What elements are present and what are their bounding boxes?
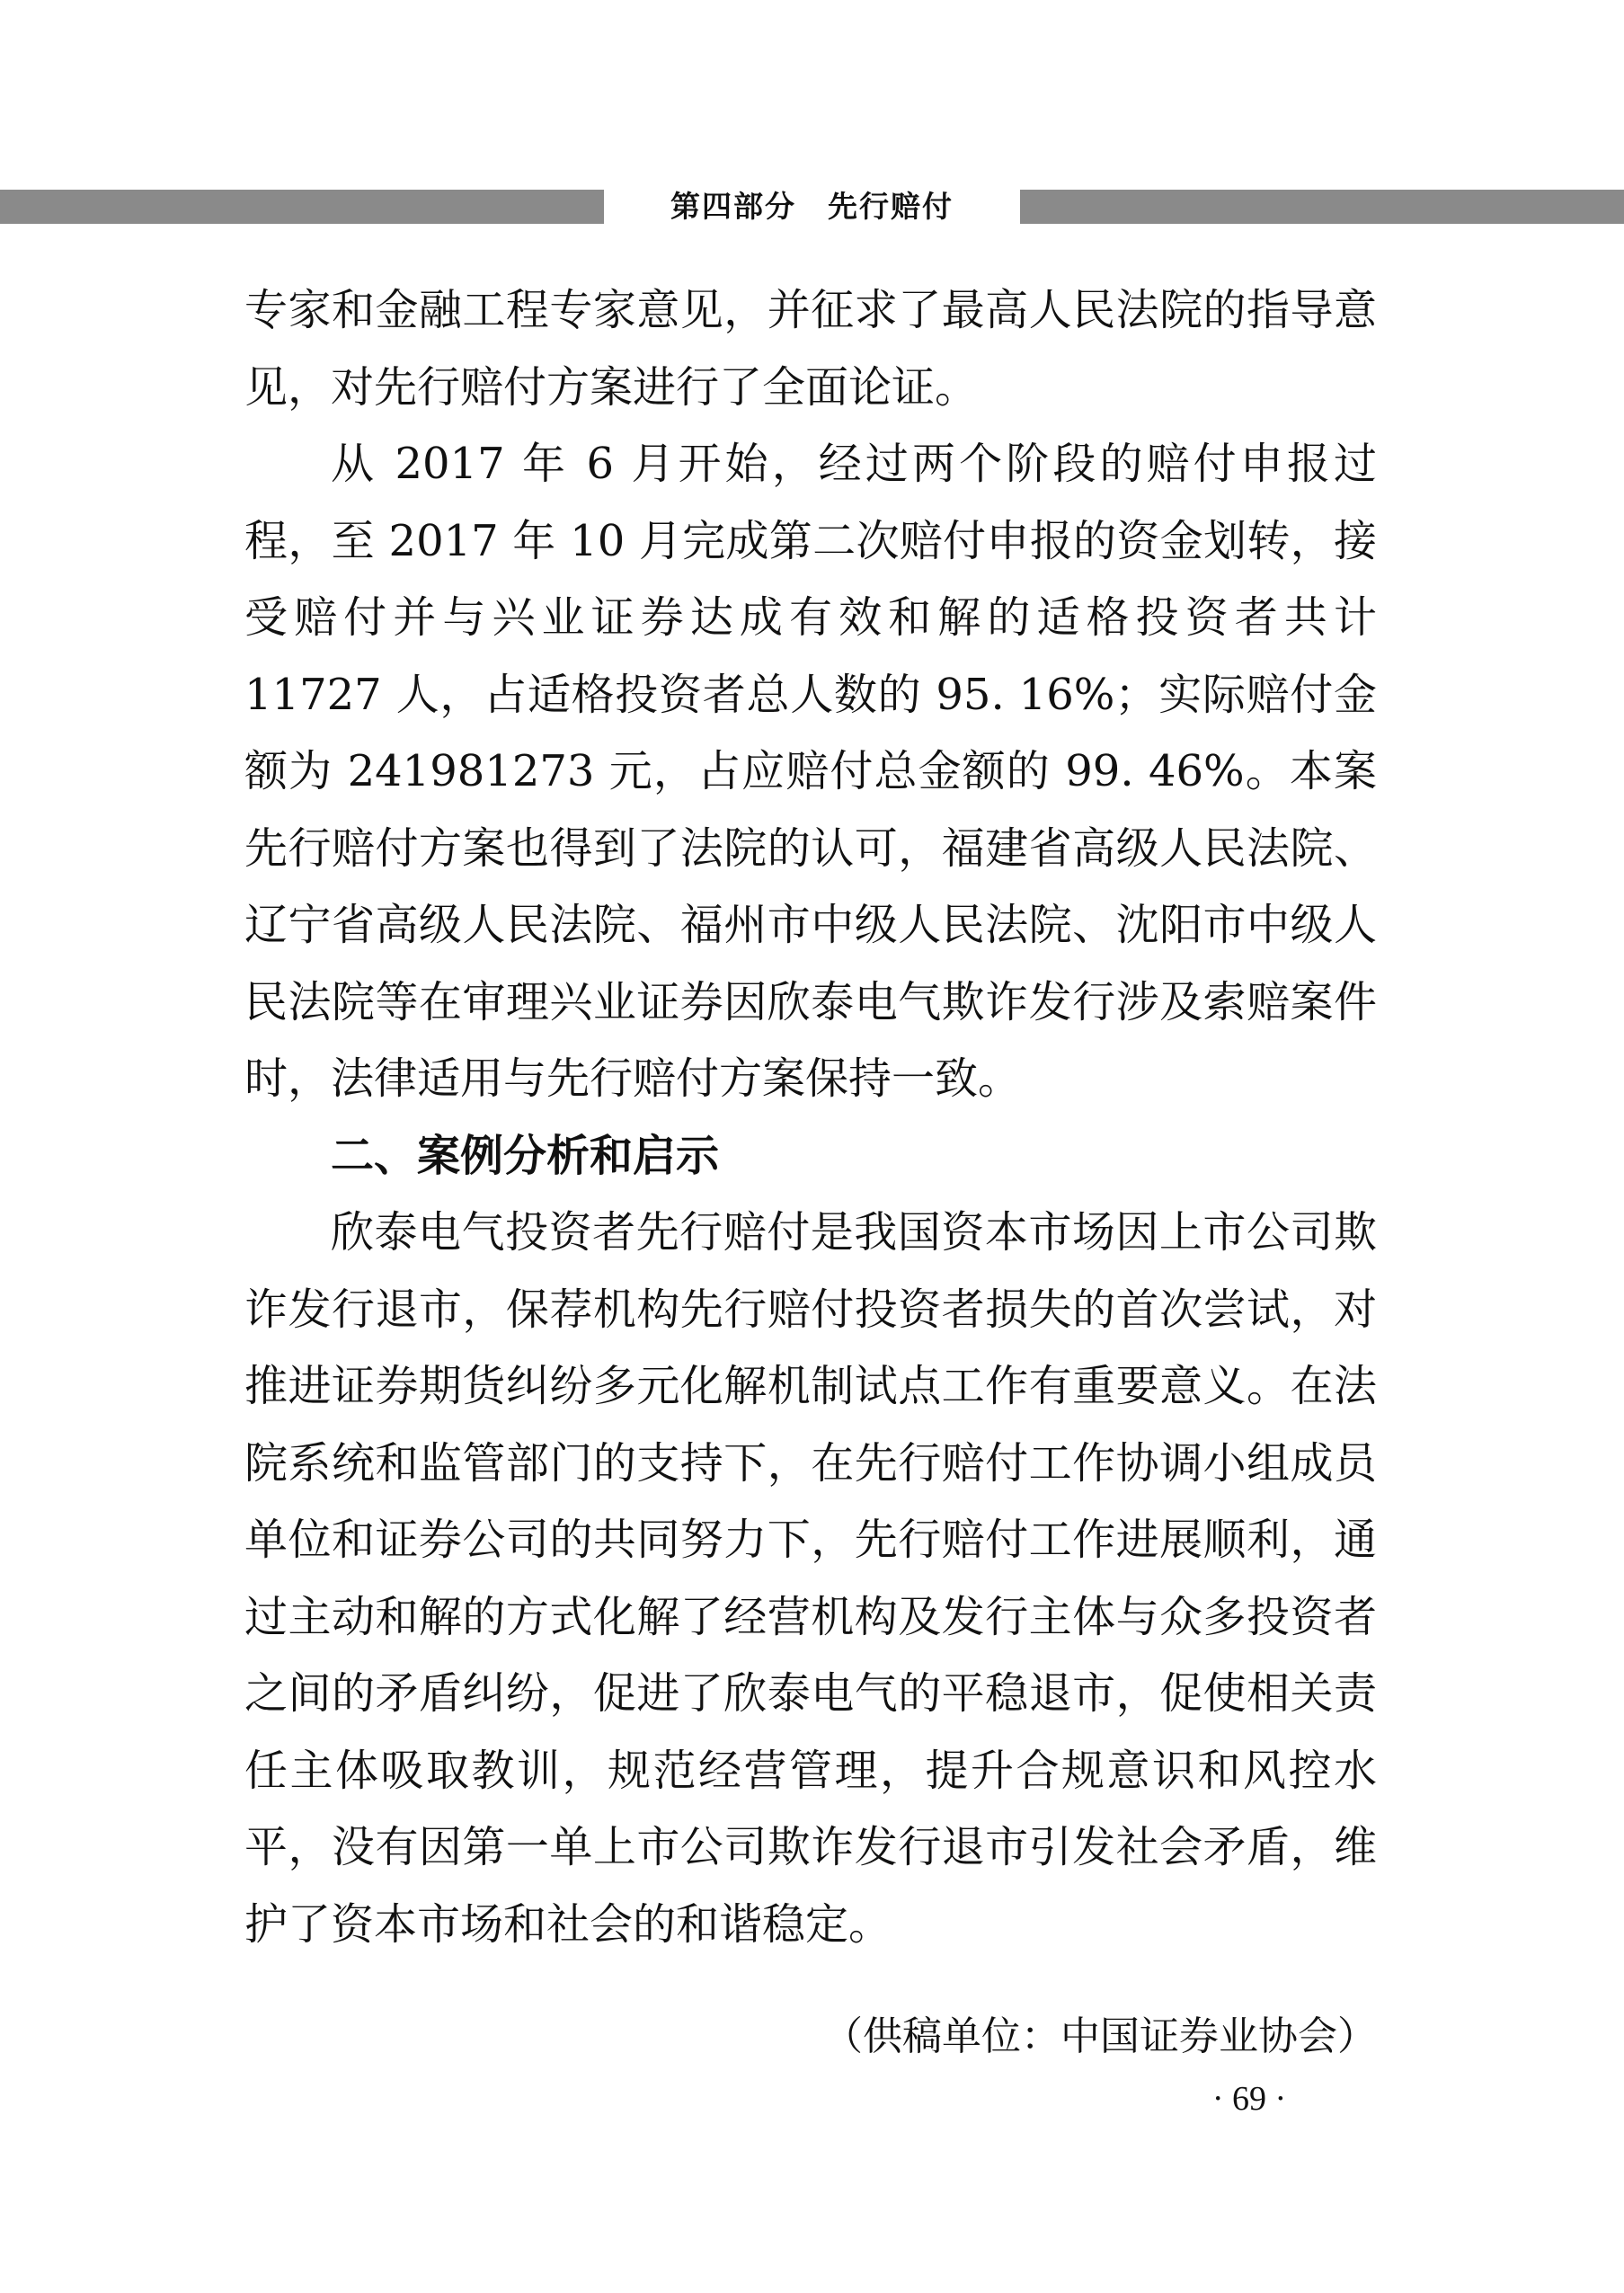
- paragraph-compensation-results: 从 2017 年 6 月开始，经过两个阶段的赔付申报过程，至 2017 年 10 月完成第二次赔付申报的资金划转，接受赔付并与兴业证券达成有效和解的适格投资者共计 11727 人，占适格投资者总人数的 95. 16%；实际赔付金额为 241981273 元，占应赔付总金额的 99. 46%。本案先行赔付方案也得到了法院的认可，福建省高级人民法院、辽宁省高级人民法院、福州市中级人民法院、沈阳市中级人民法院等在审理兴业证券因欣泰电气欺诈发行涉及索赔案件时，法律适用与先行赔付方案保持一致。: [244, 439, 1377, 1104]
- body-text: [244, 272, 1377, 1963]
- section-heading: 二、案例分析和启示: [331, 1130, 720, 1181]
- running-header-title: 第四部分 先行赔付: [670, 189, 954, 224]
- paragraph-continued: 专家和金融工程专家意见，并征求了最高人民法院的指导意见，对先行赔付方案进行了全面论证。: [244, 285, 1377, 413]
- paragraph-case-analysis: 欣泰电气投资者先行赔付是我国资本市场因上市公司欺诈发行退市，保荐机构先行赔付投资者损失的首次尝试，对推进证券期货纠纷多元化解机制试点工作有重要意义。在法院系统和监管部门的支持下，在先行赔付工作协调小组成员单位和证券公司的共同努力下，先行赔付工作进展顺利，通过主动和解的方式化解了经营机构及发行主体与众多投资者之间的矛盾纠纷，促进了欣泰电气的平稳退市，促使相关责任主体吸取教训，规范经营管理，提升合规意识和风控水平，没有因第一单上市公司欺诈发行退市引发社会矛盾，维护了资本市场和社会的和谐稳定。: [244, 1207, 1377, 1950]
- source-attribution: （供稿单位：中国证券业协会）: [823, 2013, 1377, 2059]
- header-bar-left: [0, 190, 604, 224]
- page-number: · 69 ·: [1211, 2080, 1287, 2118]
- header-bar-right: [1020, 190, 1624, 224]
